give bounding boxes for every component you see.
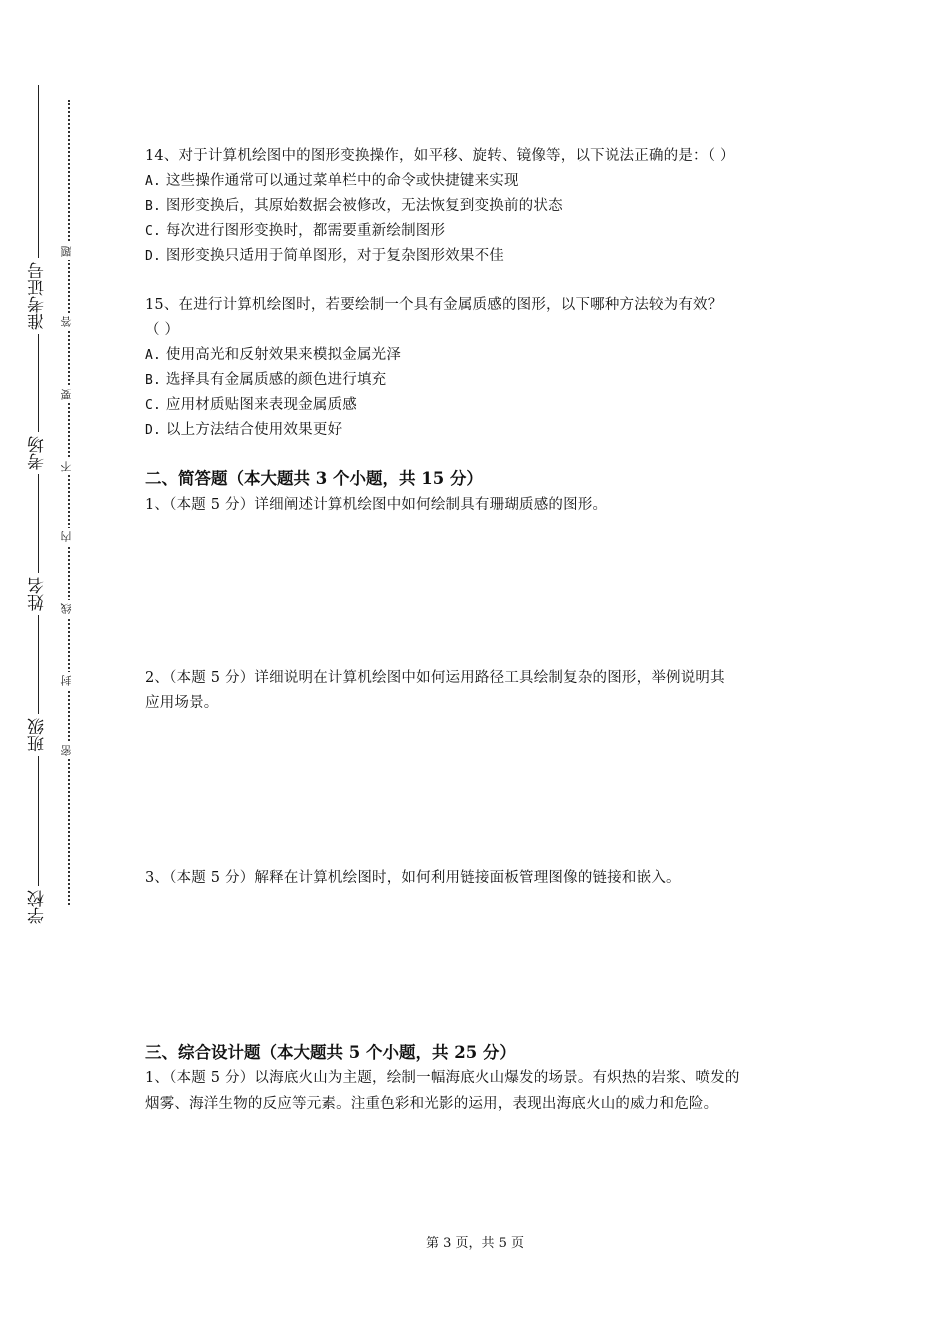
seal-dotted-line: [68, 100, 70, 905]
seal-char: 内: [61, 528, 72, 545]
section2-q1: 1、（本题 5 分）详细阐述计算机绘图中如何绘制具有珊瑚质感的图形。: [145, 497, 608, 513]
q14-option-c: [145, 221, 445, 242]
section2-q3: 3、（本题 5 分）解释在计算机绘图时，如何利用链接面板管理图像的链接和嵌入。: [145, 870, 681, 886]
q15-option-a: [145, 345, 401, 366]
seal-char: 线: [61, 600, 72, 617]
section3-title: 三、综合设计题（本大题共 5 个小题，共 25 分）: [145, 1043, 516, 1062]
seal-char: 题: [61, 243, 72, 260]
field-exam-id-label: 准考证号: [30, 258, 47, 334]
section3-q1-line2: 烟雾、海洋生物的反应等元素。注重色彩和光影的运用，表现出海底火山的威力和危险。: [145, 1096, 719, 1112]
seal-char: 不: [61, 458, 72, 475]
q14-option-d: [145, 246, 504, 267]
option-letter: C.: [145, 398, 162, 413]
seal-char: 要: [61, 386, 72, 403]
option-letter: C.: [145, 224, 162, 239]
option-text: 以上方法结合使用效果更好: [165, 422, 343, 438]
field-school-label: 学校: [30, 886, 47, 928]
binding-margin: [0, 0, 90, 1344]
seal-char: 答: [61, 313, 72, 330]
option-letter: B.: [145, 373, 162, 388]
option-text: 应用材质贴图来表现金属质感: [165, 397, 357, 413]
option-text: 使用高光和反射效果来模拟金属光泽: [165, 347, 402, 363]
field-exam-room-label: 考场: [30, 432, 47, 474]
option-letter: D.: [145, 423, 162, 438]
seal-char: 封: [61, 672, 72, 689]
option-text: 每次进行图形变换时，都需要重新绘制图形: [165, 223, 446, 239]
q14-option-b: [145, 196, 563, 217]
page-number: 第 3 页，共 5 页: [425, 1236, 525, 1251]
q15-option-d: [145, 420, 342, 441]
q14-option-a: [145, 171, 519, 192]
q15-option-b: [145, 370, 386, 391]
section2-title: 二、简答题（本大题共 3 个小题，共 15 分）: [145, 469, 483, 488]
option-letter: B.: [145, 199, 162, 214]
option-text: 这些操作通常可以通过菜单栏中的命令或快捷键来实现: [165, 173, 519, 189]
option-letter: D.: [145, 249, 162, 264]
option-text: 选择具有金属质感的颜色进行填充: [165, 372, 387, 388]
field-name-label: 姓名: [30, 573, 47, 615]
q14-stem: 14、对于计算机绘图中的图形变换操作，如平移、旋转、镜像等，以下说法正确的是：（ ）: [145, 148, 735, 164]
seal-char: 密: [61, 742, 72, 759]
binding-solid-line: [38, 85, 39, 915]
option-text: 图形变换后，其原始数据会被修改，无法恢复到变换前的状态: [165, 198, 563, 214]
q15-option-c: [145, 395, 357, 416]
section3-q1-line1: 1、（本题 5 分）以海底火山为主题，绘制一幅海底火山爆发的场景。有炽热的岩浆、喷发的: [145, 1070, 740, 1086]
field-class-label: 班级: [30, 714, 47, 756]
q15-stem-answer-slot: （ ）: [145, 322, 180, 338]
option-letter: A.: [145, 174, 162, 189]
option-text: 图形变换只适用于简单图形，对于复杂图形效果不佳: [165, 248, 504, 264]
q15-stem: 15、在进行计算机绘图时，若要绘制一个具有金属质感的图形，以下哪种方法较为有效？: [145, 297, 723, 313]
option-letter: A.: [145, 348, 162, 363]
section2-q2-line1: 2、（本题 5 分）详细说明在计算机绘图中如何运用路径工具绘制复杂的图形，举例说明其: [145, 670, 725, 686]
section2-q2-line2: 应用场景。: [145, 695, 219, 711]
